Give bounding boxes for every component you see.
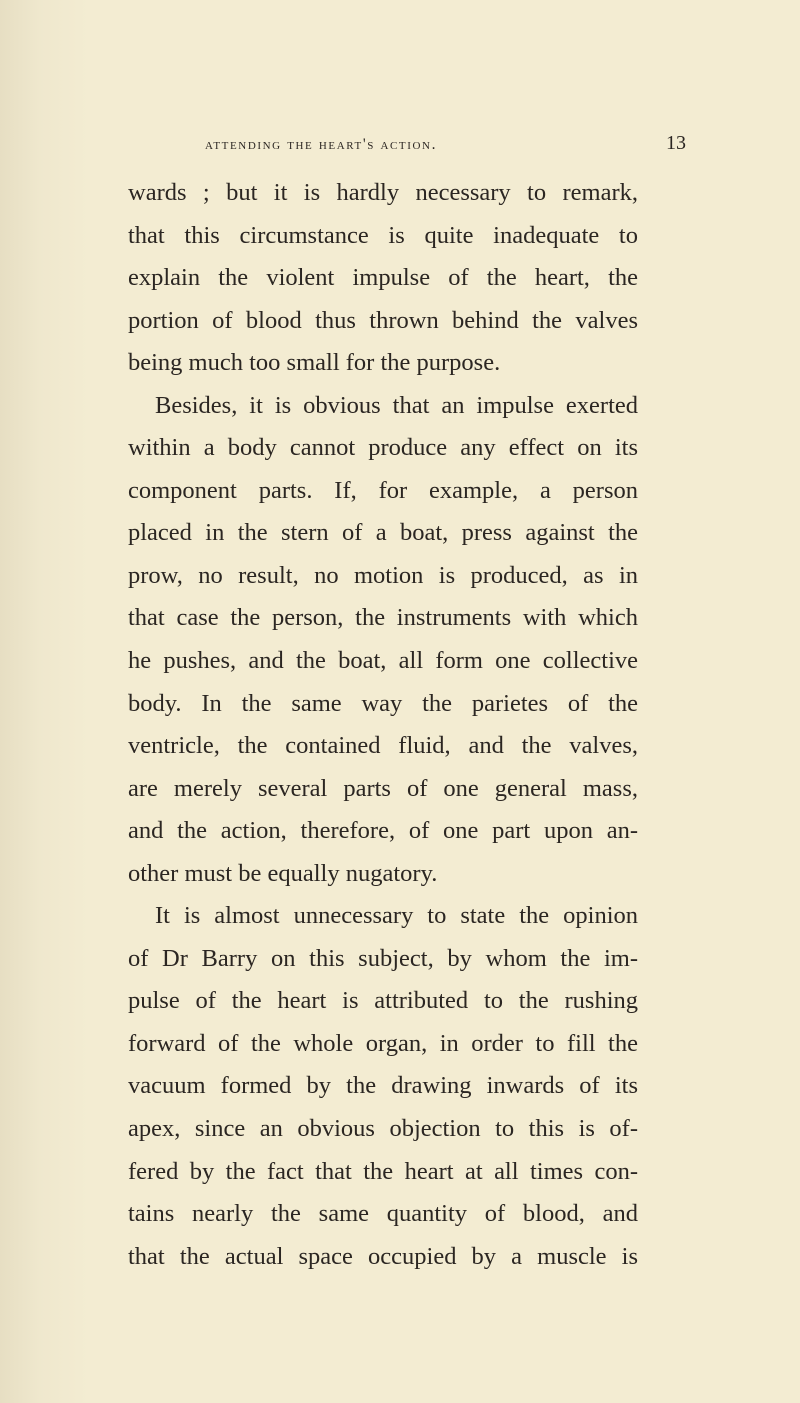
text-line: body. In the same way the parietes of the bbox=[128, 689, 638, 717]
text-line: that this circumstance is quite inadequate to bbox=[128, 221, 638, 249]
text-line: apex, since an obvious objection to this is of- bbox=[128, 1115, 638, 1143]
text-line: that the actual space occupied by a muscle is bbox=[128, 1242, 638, 1270]
text-line: of Dr Barry on this subject, by whom the im- bbox=[128, 944, 638, 972]
body-text bbox=[128, 172, 638, 1278]
text-line: vacuum formed by the drawing inwards of its bbox=[128, 1072, 638, 1100]
text-line: tains nearly the same quantity of blood, and bbox=[128, 1200, 638, 1228]
text-line: and the action, therefore, of one part upon an- bbox=[128, 817, 638, 845]
text-line: It is almost unnecessary to state the opinion bbox=[155, 902, 638, 930]
text-line: fered by the fact that the heart at all times con- bbox=[128, 1157, 638, 1185]
text-line: component parts. If, for example, a person bbox=[128, 476, 638, 504]
text-line: are merely several parts of one general mass, bbox=[128, 774, 638, 802]
text-line: he pushes, and the boat, all form one collective bbox=[128, 647, 638, 675]
text-line: placed in the stern of a boat, press against the bbox=[128, 519, 638, 547]
text-line: prow, no result, no motion is produced, as in bbox=[128, 561, 638, 589]
text-line: pulse of the heart is attributed to the rushing bbox=[128, 987, 638, 1015]
text-line: ventricle, the contained fluid, and the valves, bbox=[128, 732, 638, 760]
text-line: portion of blood thus thrown behind the valves bbox=[128, 306, 638, 334]
page-number: 13 bbox=[666, 132, 686, 154]
page-header bbox=[100, 132, 700, 162]
text-line: other must be equally nugatory. bbox=[128, 859, 438, 887]
text-line: being much too small for the purpose. bbox=[128, 349, 501, 377]
text-line: wards ; but it is hardly necessary to remark, bbox=[128, 179, 638, 206]
text-line: that case the person, the instruments with which bbox=[128, 604, 638, 632]
text-line: forward of the whole organ, in order to fill the bbox=[128, 1029, 638, 1057]
text-line: explain the violent impulse of the heart, the bbox=[128, 264, 638, 292]
text-line: Besides, it is obvious that an impulse exerted bbox=[155, 391, 638, 419]
text-line: within a body cannot produce any effect on its bbox=[128, 434, 638, 462]
running-title: attending the heart's action. bbox=[205, 136, 438, 153]
